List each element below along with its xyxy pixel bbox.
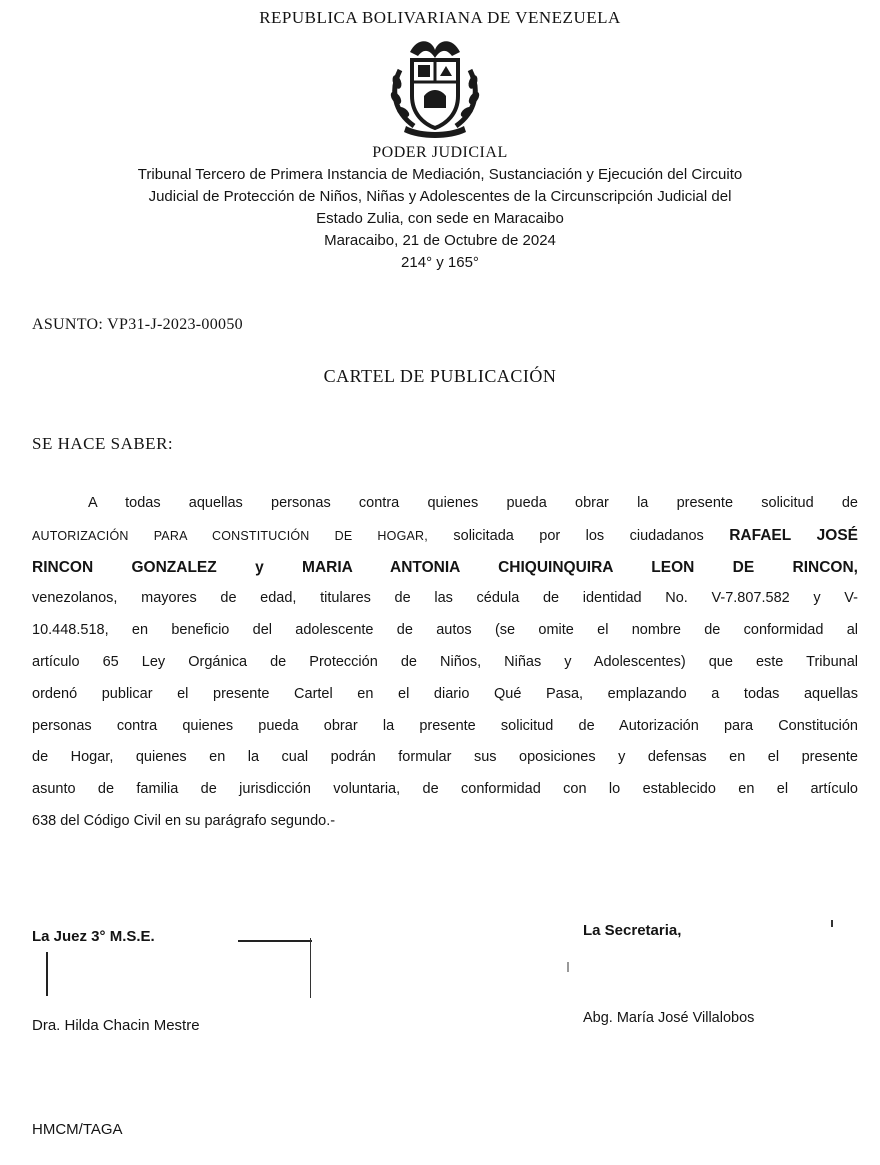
- document-title: CARTEL DE PUBLICACIÓN: [323, 366, 557, 386]
- body-line: 638 del Código Civil en su parágrafo segundo.-: [32, 812, 336, 829]
- se-hace-saber: SE HACE SABER:: [32, 434, 174, 453]
- signature-rule: [310, 938, 311, 998]
- request-type: AUTORIZACIÓN PARA CONSTITUCIÓN DE HOGAR,: [32, 528, 428, 543]
- court-line: Estado Zulia, con sede en Maracaibo: [316, 210, 564, 227]
- applicant-name: RAFAEL JOSÉ: [729, 526, 858, 544]
- body-line: ordenó publicar el presente Cartel en el diario Qué Pasa, emplazando a todas aquellas: [32, 685, 858, 702]
- body-line: [32, 520, 858, 552]
- court-line: Tribunal Tercero de Primera Instancia de Mediación, Sustanciación y Ejecución del Circuito: [137, 166, 743, 183]
- judge-name: Dra. Hilda Chacin Mestre: [32, 1017, 200, 1034]
- judge-signature-area: [46, 934, 312, 1000]
- ink-mark: [831, 920, 833, 927]
- signature-rule: [238, 940, 312, 942]
- date-line: Maracaibo, 21 de Octubre de 2024: [324, 232, 556, 249]
- body-line: de Hogar, quienes en la cual podrán formular sus oposiciones y defensas en el presente: [32, 749, 858, 766]
- body-line: artículo 65 Ley Orgánica de Protección de Niños, Niñas y Adolescentes) que este Tribunal: [32, 653, 858, 670]
- case-number: ASUNTO: VP31-J-2023-00050: [32, 316, 243, 333]
- coat-of-arms-seal-icon: [380, 30, 490, 140]
- body-line: asunto de familia de jurisdicción voluntaria, de conformidad con lo establecido en el artículo: [32, 781, 858, 798]
- applicant-names: RINCON GONZALEZ y MARIA ANTONIA CHIQUINQUIRA LEON DE RINCON,: [32, 558, 858, 576]
- republic-heading: REPUBLICA BOLIVARIANA DE VENEZUELA: [259, 8, 621, 27]
- body-line: 10.448.518, en beneficio del adolescente de autos (se omite el nombre de conformidad al: [32, 622, 858, 639]
- secretary-name: Abg. María José Villalobos: [583, 1010, 755, 1026]
- document-initials: HMCM/TAGA: [32, 1121, 123, 1138]
- court-header: [30, 164, 850, 274]
- body-paragraph: [32, 488, 858, 838]
- secretary-title: La Secretaria,: [583, 922, 682, 939]
- year-line: 214° y 165°: [401, 254, 479, 271]
- body-line: venezolanos, mayores de edad, titulares de las cédula de identidad No. V-7.807.582 y V-: [32, 590, 858, 607]
- body-line: personas contra quienes pueda obrar la presente solicitud de Autorización para Constitución: [32, 717, 858, 734]
- judge-title: La Juez 3° M.S.E.: [32, 928, 155, 945]
- court-line: Judicial de Protección de Niños, Niñas y Adolescentes de la Circunscripción Judicial del: [148, 188, 732, 205]
- body-text: solicitada por los ciudadanos: [427, 527, 730, 544]
- poder-judicial-heading: PODER JUDICIAL: [372, 144, 508, 161]
- body-line: A todas aquellas personas contra quienes pueda obrar la presente solicitud de: [88, 495, 858, 511]
- signature-rule: [46, 952, 48, 996]
- ink-mark: [567, 962, 569, 972]
